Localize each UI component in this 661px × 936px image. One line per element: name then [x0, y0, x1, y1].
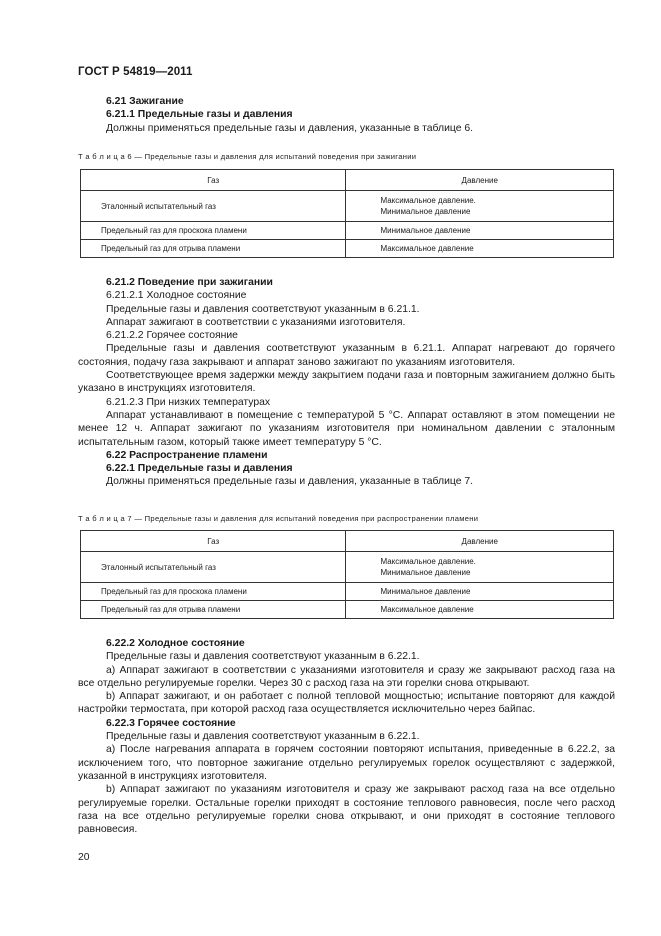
header-pressure: Давление	[346, 170, 614, 191]
section-heading: 6.21.2 Поведение при зажигании	[106, 277, 273, 288]
table-row	[81, 583, 614, 601]
section-heading: 6.22.2 Холодное состояние	[106, 638, 245, 649]
table-row	[81, 222, 614, 240]
paragraph: Соответствующее время задержки между закрытием подачи газа и повторным зажиганием должно быть указано в инструкциях изготовителя.	[78, 370, 615, 395]
header-pressure: Давление	[346, 531, 614, 552]
paragraph: а) После нагревания аппарата в горячем состоянии повторяют испытания, приведенные в 6.22.2, за исключением того, что повторное зажигание отдельно регулируемых горелок осуществляют с задержкой, указанной в инструкциях изготовителя.	[78, 744, 615, 782]
section-heading: 6.21.1 Предельные газы и давления	[106, 109, 293, 121]
page-number: 20	[78, 852, 90, 863]
section-heading: 6.22 Распространение пламени	[106, 449, 268, 461]
paragraph: 6.21.2.3 При низких температурах	[106, 396, 271, 408]
table7-caption: Т а б л и ц а 7 — Предельные газы и давления для испытаний поведения при распространении пламени	[78, 514, 479, 523]
pressure-cell	[346, 222, 614, 240]
paragraph: b) Аппарат зажигают по указаниям изготовителя и сразу же закрывают расход газа на все отдельно регулируемые горелки. Остальные горелки приходят в состояние теплового равновесия, после чего расход газа на все отдельно регулируемые горелки снова открывают, и они приходят в состояние теплового равновесия.	[78, 784, 615, 836]
pressure-value: Минимальное давление	[380, 207, 471, 216]
pressure-cell	[346, 191, 614, 222]
pressure-value: Минимальное давление	[380, 587, 471, 596]
table6	[80, 169, 614, 258]
table-row	[81, 601, 614, 619]
pressure-value: Максимальное давление	[380, 605, 474, 614]
gas-cell: Предельный газ для проскока пламени	[81, 583, 346, 601]
pressure-value: Минимальное давление	[380, 226, 471, 235]
pressure-cell	[346, 552, 614, 583]
gas-cell: Предельный газ для отрыва пламени	[81, 601, 346, 619]
section-6-21-2-to-6-22-1	[78, 276, 615, 489]
pressure-value: Минимальное давление	[380, 568, 471, 577]
pressure-cell	[346, 601, 614, 619]
paragraph: Должны применяться предельные газы и давления, указанные в таблице 7.	[106, 476, 474, 488]
paragraph: 6.21.2.2 Горячее состояние	[106, 330, 238, 342]
paragraph: Аппарат устанавливают в помещение с температурой 5 °С. Аппарат оставляют в этом помещении не менее 12 ч. Аппарат зажигают по указаниям изготовителя при номинальном давлении с эталонным испытательным газом, который также имеет температуру 5 °С.	[78, 409, 615, 448]
section-6-22-2-to-6-22-3	[78, 637, 615, 836]
paragraph: 6.21.2.1 Холодное состояние	[106, 290, 247, 302]
gas-cell: Предельный газ для проскока пламени	[81, 222, 346, 240]
section-6-21-intro	[78, 95, 615, 135]
section-heading: 6.22.1 Предельные газы и давления	[106, 463, 293, 475]
pressure-value: Максимальное давление.	[380, 196, 476, 205]
section-heading: 6.21 Зажигание	[106, 96, 184, 107]
paragraph: Аппарат зажигают в соответствии с указаниями изготовителя.	[106, 316, 406, 328]
header-gas: Газ	[81, 531, 346, 552]
gas-cell: Эталонный испытательный газ	[81, 191, 346, 222]
header-gas: Газ	[81, 170, 346, 191]
paragraph: Предельные газы и давления соответствуют указанным в 6.21.1. Аппарат нагревают до горячего состояния, подачу газа закрывают и аппарат заново зажигают по указаниям изготовителя.	[78, 343, 615, 368]
paragraph: Предельные газы и давления соответствуют указанным в 6.21.1.	[106, 303, 420, 315]
pressure-cell	[346, 240, 614, 258]
paragraph: b) Аппарат зажигают, и он работает с полной тепловой мощностью; испытание повторяют для каждой настройки термостата, при которой расход газа осуществляется исключительно через байпас.	[78, 691, 615, 716]
pressure-value: Максимальное давление	[380, 244, 474, 253]
gas-cell: Предельный газ для отрыва пламени	[81, 240, 346, 258]
gas-cell: Эталонный испытательный газ	[81, 552, 346, 583]
section-heading: 6.22.3 Горячее состояние	[106, 717, 236, 729]
table7	[80, 530, 614, 619]
table-row	[81, 191, 614, 222]
pressure-cell	[346, 583, 614, 601]
table-row	[81, 552, 614, 583]
table6-caption: Т а б л и ц а 6 — Предельные газы и давления для испытаний поведения при зажигании	[78, 152, 417, 161]
pressure-value: Максимальное давление.	[380, 557, 476, 566]
table-row	[81, 240, 614, 258]
paragraph: Предельные газы и давления соответствуют указанным в 6.22.1.	[106, 651, 420, 663]
paragraph: Предельные газы и давления соответствуют указанным в 6.22.1.	[106, 731, 420, 743]
paragraph: а) Аппарат зажигают в соответствии с указаниями изготовителя и сразу же закрывают расход газа на все отдельно регулируемые горелки. Через 30 с расход газа на эти горелки снова открывают.	[78, 664, 615, 689]
paragraph: Должны применяться предельные газы и давления, указанные в таблице 6.	[106, 122, 474, 134]
document-header: ГОСТ Р 54819—2011	[78, 66, 193, 78]
